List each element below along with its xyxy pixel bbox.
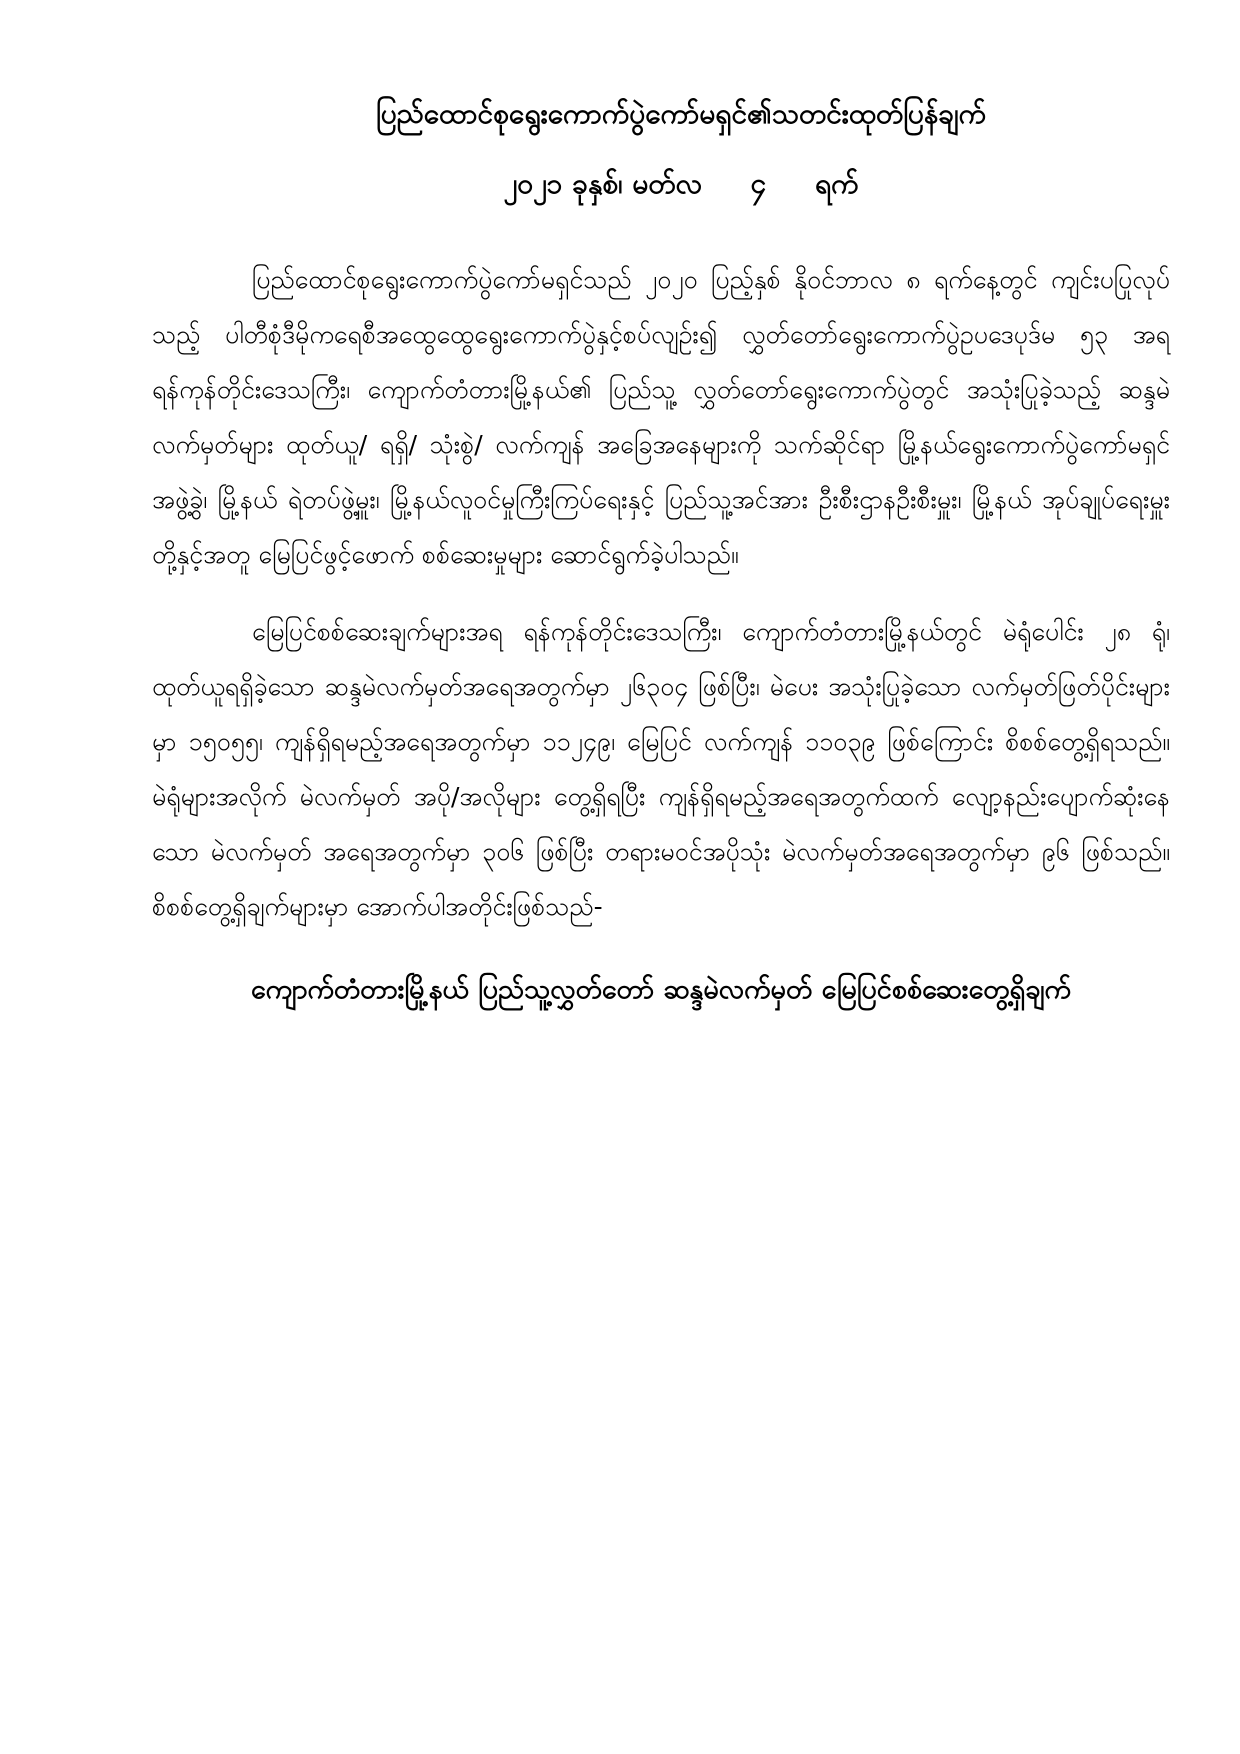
section-heading: ကျောက်တံတားမြို့နယ် ပြည်သူ့လွှတ်တော် ဆန္ဒမဲလက်မှတ် မြေပြင်စစ်ဆေးတွေ့ရှိချက်	[251, 974, 1071, 1005]
document-date: ၂၀၂၁ ခုနှစ်၊ မတ်လ ၄ ရက်	[503, 167, 859, 200]
paragraph-1: ပြည်ထောင်စုရွေးကောက်ပွဲကော်မရှင်သည် ၂၀၂၀ ပြည့်နှစ် နိုဝင်ဘာလ ၈ ရက်နေ့တွင် ကျင်းပပြုလုပ်သည့် ပါတီစုံဒီမိုကရေစီအထွေထွေရွေးကောက်ပွဲနှင့်စပ်လျဉ်း၍ လွှတ်တော်ရွေးကောက်ပွဲဥပဒေပုဒ်မ ၅၃ အရ ရန်ကုန်တိုင်းဒေသကြီး၊ ကျောက်တံတားမြို့နယ်၏ ပြည်သူ့ လွှတ်တော်ရွေးကောက်ပွဲတွင် အသုံးပြုခဲ့သည့် ဆန္ဒမဲလက်မှတ်များ ထုတ်ယူ/ ရရှိ/ သုံးစွဲ/ လက်ကျန် အခြေအနေများကို သက်ဆိုင်ရာ မြို့နယ်ရွေးကောက်ပွဲကော်မရှင်အဖွဲ့ခွဲ၊ မြို့နယ် ရဲတပ်ဖွဲ့မှူး၊ မြို့နယ်လူဝင်မှုကြီးကြပ်ရေးနှင့် ပြည်သူ့အင်အား ဦးစီးဌာနဦးစီးမှူး၊ မြို့နယ် အုပ်ချုပ်ရေးမှူး တို့နှင့်အတူ မြေပြင်ဖွင့်ဖောက် စစ်ဆေးမှုများ ဆောင်ရွက်ခဲ့ပါသည်။	[152, 265, 1170, 569]
paragraph-2: မြေပြင်စစ်ဆေးချက်များအရ ရန်ကုန်တိုင်းဒေသကြီး၊ ကျောက်တံတားမြို့နယ်တွင် မဲရုံပေါင်း ၂၈ ရုံ၊ ထုတ်ယူရရှိခဲ့သော ဆန္ဒမဲလက်မှတ်အရေအတွက်မှာ ၂၆၃၀၄ ဖြစ်ပြီး၊ မဲပေး အသုံးပြုခဲ့သော လက်မှတ်ဖြတ်ပိုင်းများမှာ ၁၅၀၅၅၊ ကျန်ရှိရမည့်အရေအတွက်မှာ ၁၁၂၄၉၊ မြေပြင် လက်ကျန် ၁၁၀၃၉ ဖြစ်ကြောင်း စိစစ်တွေ့ရှိရသည်။ မဲရုံများအလိုက် မဲလက်မှတ် အပို/အလိုများ တွေ့ရှိရပြီး ကျန်ရှိရမည့်အရေအတွက်ထက် လျော့နည်းပျောက်ဆုံးနေသော မဲလက်မှတ် အရေအတွက်မှာ ၃၀၆ ဖြစ်ပြီး တရားမဝင်အပိုသုံး မဲလက်မှတ်အရေအတွက်မှာ ၉၆ ဖြစ်သည်။ စိစစ်တွေ့ရှိချက်များမှာ အောက်ပါအတိုင်းဖြစ်သည်-	[152, 617, 1170, 921]
document-title: ပြည်ထောင်စုရွေးကောက်ပွဲကော်မရှင်၏သတင်းထုတ်ပြန်ချက်	[376, 97, 986, 130]
